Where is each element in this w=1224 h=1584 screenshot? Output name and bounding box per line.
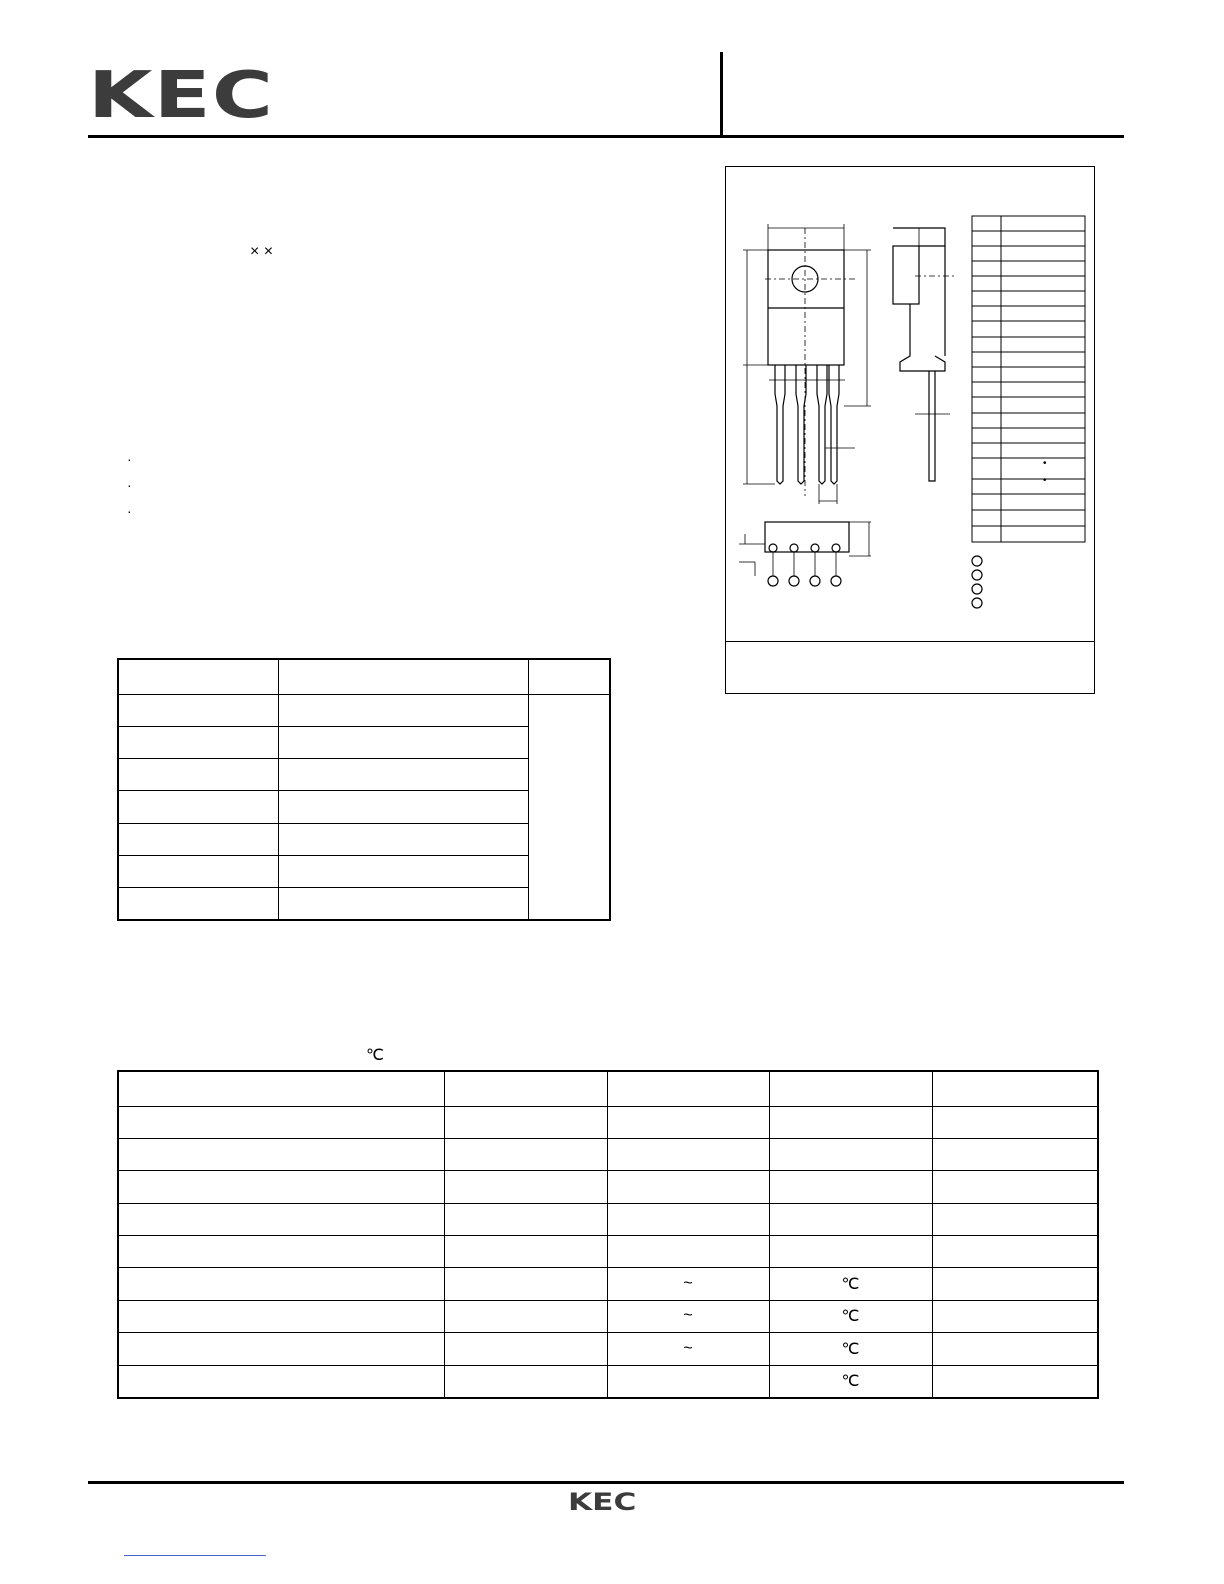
pin-legend-marker xyxy=(972,570,982,580)
package-body-side xyxy=(893,246,919,304)
pin-legend-marker xyxy=(972,584,982,594)
kec-footer-logo: KEC xyxy=(568,1488,637,1516)
feature-bullet: · xyxy=(127,503,132,519)
footer-rule xyxy=(88,1481,1124,1484)
package-drawing xyxy=(725,166,1095,641)
kec-logo: KEC xyxy=(88,59,275,133)
table-row: ~ ℃ xyxy=(118,1332,1098,1365)
table-row xyxy=(118,1203,1098,1235)
header-rule xyxy=(88,135,1124,138)
table-row xyxy=(118,1170,1098,1203)
pin-legend-marker xyxy=(972,556,982,566)
pin-marker xyxy=(831,576,841,586)
footer-link-underline[interactable] xyxy=(124,1555,266,1556)
feature-bullet: · xyxy=(127,451,132,467)
temperature-note: ℃ xyxy=(366,1047,384,1064)
pin-legend-marker xyxy=(972,598,982,608)
table-row xyxy=(118,1071,1098,1106)
table-row: ~ ℃ xyxy=(118,1267,1098,1300)
table-row xyxy=(118,1235,1098,1267)
table-row xyxy=(118,1106,1098,1138)
table-row xyxy=(118,1138,1098,1170)
package-bottom-view xyxy=(765,522,849,552)
pin-marker xyxy=(768,576,778,586)
max-ratings-table xyxy=(117,658,611,921)
electrical-characteristics-table xyxy=(117,1070,1099,1399)
pin-marker xyxy=(789,576,799,586)
table-row: ℃ xyxy=(118,1365,1098,1398)
dimension-dot: • xyxy=(1043,475,1047,486)
package-dimension-table xyxy=(972,216,1085,542)
dimension-dot: • xyxy=(1043,458,1047,469)
pin-marker xyxy=(810,576,820,586)
table-row: ~ ℃ xyxy=(118,1300,1098,1332)
package-panel-divider xyxy=(725,641,1095,642)
times-symbols: × × xyxy=(250,243,274,260)
feature-bullet: · xyxy=(127,477,132,493)
header-divider xyxy=(720,52,723,137)
